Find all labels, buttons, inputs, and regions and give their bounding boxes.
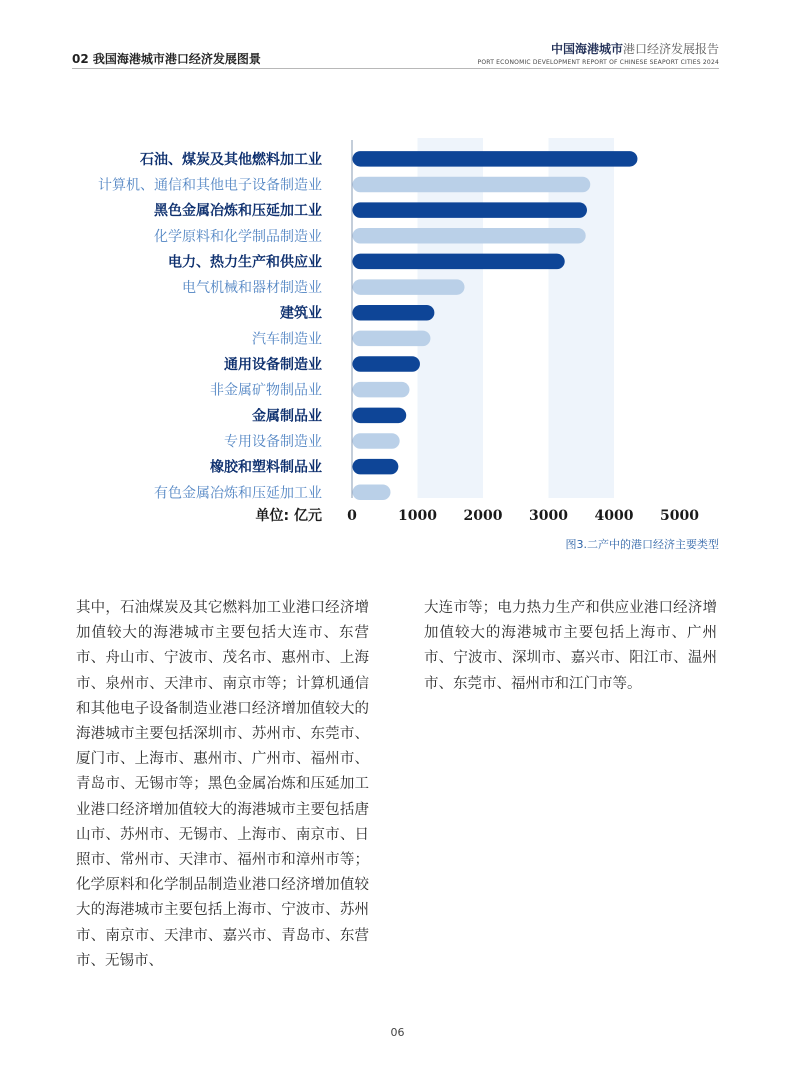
report-title-rest: 港口经济发展报告 xyxy=(622,42,719,56)
page-number: 06 xyxy=(390,1026,405,1039)
bar xyxy=(353,202,587,218)
bar xyxy=(353,459,399,475)
category-label: 有色金属冶炼和压延加工业 xyxy=(154,485,322,502)
bar xyxy=(353,228,586,244)
bar xyxy=(353,433,400,449)
section-title: 02 我国海港城市港口经济发展图景 xyxy=(72,52,261,66)
category-label: 专用设备制造业 xyxy=(224,433,322,450)
figure-caption: 图3.二产中的港口经济主要类型 xyxy=(565,538,719,551)
bar xyxy=(353,177,591,193)
category-label: 计算机、通信和其他电子设备制造业 xyxy=(98,177,322,194)
bar xyxy=(353,254,565,269)
bar xyxy=(353,408,407,424)
body-text-right: 大连市等；电力热力生产和供应业港口经济增加值较大的海港城市主要包括上海市、广州市、宁波市、深圳市、嘉兴市、阳江市、温州市、东莞市、福州市和江门市等。 xyxy=(424,600,717,692)
category-label: 化学原料和化学制品制造业 xyxy=(154,228,322,245)
bar xyxy=(353,279,465,295)
category-label: 电气机械和器材制造业 xyxy=(182,280,322,297)
category-label: 金属制品业 xyxy=(252,408,322,425)
unit-label: 单位: 亿元 xyxy=(255,508,322,524)
bar xyxy=(353,305,435,321)
category-label: 黑色金属冶炼和压延加工业 xyxy=(154,203,322,220)
category-label: 建筑业 xyxy=(280,305,322,322)
bar xyxy=(353,356,420,372)
bar xyxy=(353,331,431,347)
category-label: 非金属矿物制品业 xyxy=(210,382,322,399)
category-label: 电力、热力生产和供应业 xyxy=(168,254,322,271)
report-subtitle: PORT ECONOMIC DEVELOPMENT REPORT OF CHINESE SEAPORT CITIES 2024 xyxy=(477,59,719,66)
x-tick-label: 3000 xyxy=(529,508,568,524)
x-tick-label: 5000 xyxy=(660,508,699,524)
x-tick-label: 4000 xyxy=(594,508,634,524)
category-label: 汽车制造业 xyxy=(252,331,322,348)
bar xyxy=(353,382,410,398)
category-label: 通用设备制造业 xyxy=(224,357,322,374)
x-tick-label: 0 xyxy=(347,508,357,524)
category-label: 橡胶和塑料制品业 xyxy=(210,459,322,476)
category-label: 石油、煤炭及其他燃料加工业 xyxy=(140,151,322,168)
x-tick-label: 1000 xyxy=(398,508,437,524)
x-tick-label: 2000 xyxy=(463,508,503,524)
body-text-left: 其中，石油煤炭及其它燃料加工业港口经济增加值较大的海港城市主要包括大连市、东营市、舟山市、宁波市、茂名市、惠州市、上海市、泉州市、天津市、南京市等；计算机通信和其他电子设备制造业港口经济增加值较大的海港城市主要包括深圳市、苏州市、东莞市、厦门市、上海市、惠州市、广州市、福州市、青岛市、无锡市等；黑色金属冶炼和压延加工业港口经济增加值较大的海港城市主要包括唐山市、苏州市、无锡市、上海市、南京市、日照市、常州市、天津市、福州市和漳州市等；化学原料和化学制品制造业港口经济增加值较大的海港城市主要包括上海市、宁波市、苏州市、南京市、天津市、嘉兴市、青岛市、东营市、无锡市、 xyxy=(76,600,369,969)
bar xyxy=(353,485,391,501)
bar xyxy=(353,151,638,167)
report-title-bold: 中国海港城市 xyxy=(550,42,623,56)
